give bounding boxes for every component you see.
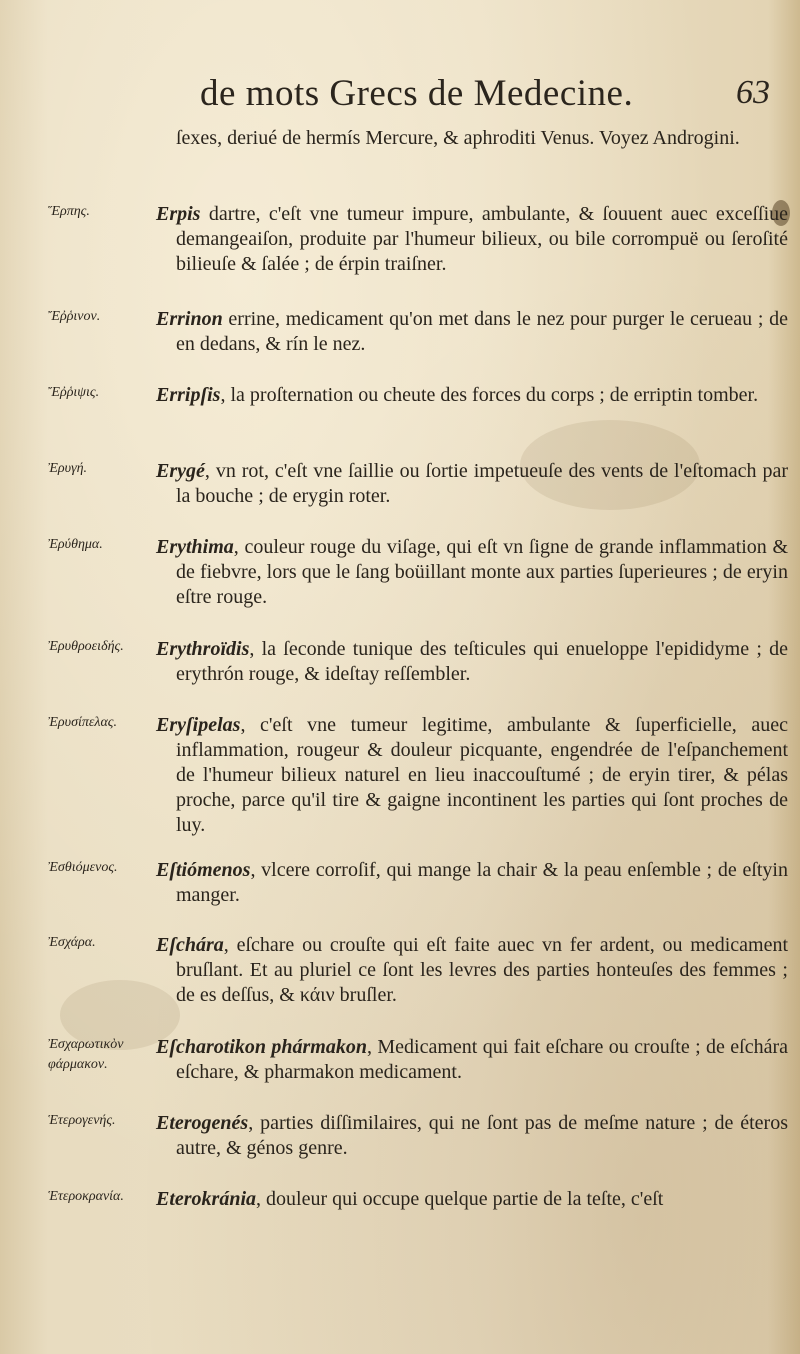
entry-text — [156, 713, 788, 838]
page-number: 63 — [736, 74, 770, 111]
greek-term: Ἑτεροκρανία. — [48, 1189, 124, 1204]
running-title: de mots Grecs de Medecine. — [200, 73, 634, 114]
entry-headword: Eterogenés — [156, 1112, 249, 1134]
entry-headword: Eſtiómenos — [156, 859, 251, 881]
entry-definition: dartre, c'eſt vne tumeur impure, ambulante, & ſouuent auec exceſſiue demangeaiſon, produite par l'humeur bilieux, ou bile corrompuë ou ſeroſité bilieuſe & ſalée ; de érpin traiſner. — [176, 203, 788, 275]
entry-headword: Erripſis — [156, 384, 221, 406]
greek-term: Ἐσχάρα. — [48, 935, 96, 950]
continuation-text: ſexes, deriué de hermís Mercure, & aphroditi Venus. Voyez Androgini. — [176, 127, 740, 149]
page-header — [200, 72, 770, 122]
entry-text — [156, 1035, 788, 1085]
entry-text — [156, 858, 788, 908]
greek-term: Ἐρυθροειδής. — [48, 639, 124, 654]
entry-definition: , la proſternation ou cheute des forces du corps ; de erriptin tomber. — [220, 384, 759, 406]
greek-term: Ἐσχαρωτικὸν φάρμακον. — [48, 1037, 124, 1072]
entry-text — [156, 637, 788, 687]
entry-definition: , vn rot, c'eſt vne ſaillie ou ſortie impetueuſe des vents de l'eſtomach par la bouche ; de erygin roter. — [176, 460, 788, 507]
entry-text — [156, 383, 788, 408]
entry-headword: Eſchára — [156, 934, 224, 956]
greek-term: Ἔῤῥινον. — [48, 309, 101, 324]
greek-term: Ἕρπης. — [48, 204, 90, 219]
entry-text — [156, 933, 788, 1008]
entry-headword: Eterokránia — [156, 1188, 257, 1210]
entry-headword: Erythima — [156, 536, 234, 558]
entry-definition: , vlcere corroſif, qui mange la chair & la peau enſemble ; de eſtyin manger. — [176, 859, 788, 906]
entry-headword: Errinon — [156, 308, 223, 330]
greek-term: Ἑτερογενής. — [48, 1113, 116, 1128]
entry-text — [156, 1111, 788, 1161]
entry-headword: Erpis — [156, 203, 201, 225]
entry-definition: , la ſeconde tunique des teſticules qui enueloppe l'epididyme ; de erythrón rouge, & ideſtay reſſembler. — [176, 638, 788, 685]
entry-definition: , Medicament qui fait eſchare ou crouſte ; de eſchára eſchare, & pharmakon medicament. — [176, 1036, 789, 1083]
greek-term: Ἐρυγή. — [48, 461, 88, 476]
greek-term: Ἐσθιόμενος. — [48, 860, 118, 875]
entry-definition: errine, medicament qu'on met dans le nez pour purger le cerueau ; de en dedans, & rín le nez. — [176, 308, 788, 355]
entry-definition: , c'eſt vne tumeur legitime, ambulante & ſuperficielle, auec inflammation, rougeur & douleur picquante, engendrée de l'eſpanchement de l'humeur bilieux naturel en lieu inaccouſtumé ; de eryin tirer, & pélas proche, parce qu'il tire & gaigne incontinent les parties qui ſont proches de luy. — [176, 714, 788, 836]
entry-text — [156, 307, 788, 357]
greek-term: Ἐρύθημα. — [48, 537, 103, 552]
greek-term: Ἐρυσίπελας. — [48, 715, 117, 730]
entry-headword: Erythroïdis — [156, 638, 250, 660]
entry-headword: Eryſipelas — [156, 714, 241, 736]
entry-definition: , parties diſſimilaires, qui ne ſont pas de meſme nature ; de éteros autre, & génos genre. — [176, 1112, 788, 1159]
entry-text — [156, 535, 788, 610]
entry-definition: , eſchare ou crouſte qui eſt faite auec vn fer ardent, ou medicament bruſlant. Et au pluriel ce ſont les levres des parties honteuſes des femmes ; de es deſſus, & κάιν bruſler. — [176, 934, 788, 1006]
entry-text — [156, 202, 788, 277]
greek-term: Ἔῤῥιψις. — [48, 385, 100, 400]
entry-text — [156, 1187, 788, 1212]
entry-definition: , couleur rouge du viſage, qui eſt vn ſigne de grande inflammation & de fiebvre, lors que le ſang boüillant monte aux parties ſuperieures ; de eryin eſtre rouge. — [176, 536, 788, 608]
entry-text — [156, 459, 788, 509]
entry-headword: Eſcharotikon phármakon — [156, 1036, 367, 1058]
entry-headword: Erygé — [156, 460, 205, 482]
entry-definition: , douleur qui occupe quelque partie de la teſte, c'eſt — [256, 1188, 664, 1210]
